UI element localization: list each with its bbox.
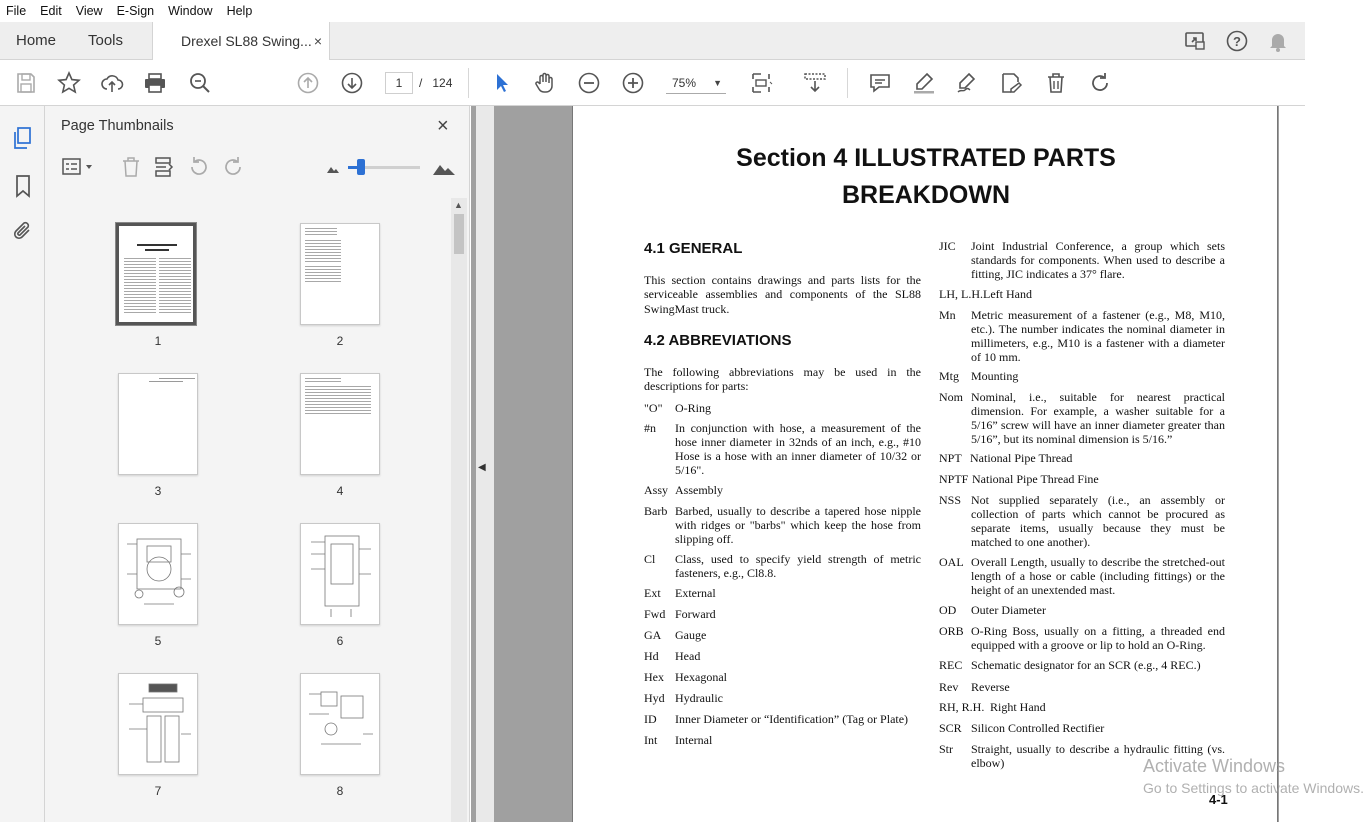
abbreviation-definition: Joint Industrial Conference, a group which sets standards for components. When used to describe a fitting, JIC indicates a 37° flare. [971, 239, 1225, 281]
edit-text-icon[interactable] [999, 71, 1023, 95]
thumbnail-label: 7 [154, 784, 162, 798]
tab-bar [0, 22, 1305, 60]
abbreviation-term: JIC [939, 239, 956, 253]
abbreviation-term: NPTF [939, 472, 969, 486]
abbreviation-term: Fwd [644, 607, 666, 621]
scroll-up-icon[interactable]: ▲ [454, 200, 463, 210]
abbreviations-intro: The following abbreviations may be used in the descriptions for parts: [644, 365, 921, 394]
abbreviation-term: Int [644, 733, 658, 747]
save-icon[interactable] [14, 71, 38, 95]
abbreviation-definition: Mounting [971, 369, 1019, 383]
menu-window[interactable]: Window [168, 4, 213, 18]
abbreviation-definition: Silicon Controlled Rectifier [971, 721, 1105, 735]
abbreviation-definition: Gauge [675, 628, 707, 642]
abbreviation-definition: Outer Diameter [971, 603, 1046, 617]
toolbar-divider [468, 68, 469, 98]
toolbar [0, 60, 1305, 106]
thumbnail-page[interactable] [118, 673, 198, 775]
thumbnail-page[interactable] [300, 673, 380, 775]
thumbnail-label: 5 [154, 634, 162, 648]
abbreviation-term: ORB [939, 624, 964, 638]
abbreviation-definition: National Pipe Thread Fine [972, 472, 1099, 486]
abbreviation-term: Hd [644, 649, 659, 663]
page-thumbnails-icon[interactable] [11, 126, 35, 150]
zoom-in-icon[interactable] [621, 71, 645, 95]
thumbnail-page[interactable] [118, 523, 198, 625]
thumbnail-label: 2 [336, 334, 344, 348]
next-page-icon[interactable] [340, 71, 364, 95]
highlight-pen-icon[interactable] [912, 71, 936, 95]
thumbnail-page[interactable] [118, 373, 198, 475]
scroll-mode-icon[interactable] [803, 71, 827, 95]
document-title-line1: Section 4 ILLUSTRATED PARTS [736, 144, 1116, 172]
bookmark-icon[interactable] [11, 174, 35, 198]
zoom-out-icon[interactable] [577, 71, 601, 95]
zoom-level-select[interactable]: 75% ▼ [666, 72, 726, 94]
abbreviations-heading: 4.2 ABBREVIATIONS [644, 332, 792, 349]
delete-trash-icon[interactable] [1044, 71, 1068, 95]
pdf-page [572, 106, 1278, 822]
menu-view[interactable]: View [75, 4, 103, 18]
attachment-paperclip-icon[interactable] [11, 219, 35, 243]
collapse-panel-icon[interactable]: ◀ [478, 462, 486, 473]
abbreviation-term: Barb [644, 504, 668, 518]
abbreviation-definition: Nominal, i.e., suitable for nearest practical dimension. For example, a washer suitable for a 5/16” screw will have an inner diameter greater than 5/16”, but its nominal dimension is 5/16.” [971, 390, 1225, 446]
abbreviation-term: Ext [644, 586, 661, 600]
toolbar-divider [847, 68, 848, 98]
abbreviation-term: OAL [939, 555, 964, 569]
thumbnail-label: 4 [336, 484, 344, 498]
abbreviation-definition: Schematic designator for an SCR (e.g., 4 REC.) [971, 658, 1201, 672]
abbreviation-definition: Barbed, usually to describe a tapered hose nipple with ridges or "barbs" which keep the hose from slipping off. [675, 504, 921, 546]
abbreviation-term: REC [939, 658, 963, 672]
draw-sign-icon[interactable] [955, 71, 979, 95]
thumbnail-page[interactable] [300, 223, 380, 325]
abbreviation-term: LH, L.H. [939, 287, 983, 301]
abbreviation-definition: Head [675, 649, 701, 663]
abbreviation-term: Nom [939, 390, 963, 404]
abbreviation-definition: Not supplied separately (i.e., an assembly or collection of parts which cannot be procured as separate items, usually because they must be matched to one another). [971, 493, 1225, 549]
abbreviation-definition: Hydraulic [675, 691, 723, 705]
menu-file[interactable]: File [6, 4, 27, 18]
menu-esign[interactable]: E-Sign [116, 4, 155, 18]
thumbnail-page[interactable] [116, 223, 196, 325]
abbreviation-term: "O" [644, 401, 663, 415]
abbreviation-definition: Metric measurement of a fastener (e.g., M8, M10, etc.). The number indicates the nominal diameter in millimeters, e.g., M10 is a fastener with a diameter of 10 mm. [971, 308, 1225, 364]
abbreviation-term: Rev [939, 680, 959, 694]
chevron-down-icon: ▼ [713, 78, 722, 88]
thumbnail-label: 6 [336, 634, 344, 648]
menu-edit[interactable]: Edit [40, 4, 62, 18]
thumbnail-label: 3 [154, 484, 162, 498]
thumbnail-label: 8 [336, 784, 344, 798]
upload-cloud-icon[interactable] [100, 71, 124, 95]
thumbnail-options-menu-icon[interactable] [61, 156, 95, 178]
menu-bar [0, 0, 1305, 22]
page-total: / 124 [419, 76, 453, 90]
zoom-search-icon[interactable] [188, 71, 212, 95]
abbreviation-term: GA [644, 628, 662, 642]
tab-home[interactable]: Home [16, 32, 57, 49]
thumbnails-scrollbar[interactable] [451, 198, 467, 822]
abbreviation-definition: National Pipe Thread [970, 451, 1073, 465]
abbreviation-definition: Assembly [675, 483, 723, 497]
comment-icon[interactable] [868, 71, 892, 95]
activate-windows-subtext: Go to Settings to activate Windows. [1143, 780, 1364, 796]
hand-tool-icon[interactable] [533, 71, 557, 95]
general-heading: 4.1 GENERAL [644, 240, 743, 257]
rotate-counterclockwise-icon[interactable] [188, 156, 210, 178]
activate-windows-watermark: Activate Windows [1143, 756, 1286, 776]
abbreviation-term: Hyd [644, 691, 665, 705]
notification-bell-icon[interactable] [1266, 29, 1290, 53]
select-cursor-icon[interactable] [490, 71, 514, 95]
abbreviation-definition: Forward [675, 607, 716, 621]
insert-page-icon[interactable] [153, 156, 175, 178]
thumbnail-label: 1 [154, 334, 162, 348]
help-icon[interactable] [1225, 29, 1249, 53]
previous-page-icon[interactable] [296, 71, 320, 95]
tab-document[interactable] [152, 22, 330, 61]
abbreviation-term: Assy [644, 483, 669, 497]
abbreviation-definition: In conjunction with hose, a measurement of the hose inner diameter in 32nds of an inch, e.g., #10 Hose is a hose with an inner diameter of 10/32 or 5/16". [675, 421, 921, 477]
tab-tools[interactable]: Tools [88, 32, 124, 49]
page-footer-number: 4-1 [1209, 792, 1228, 807]
print-icon[interactable] [143, 71, 167, 95]
abbreviation-term: OD [939, 603, 957, 617]
thumbnail-small-mountain-icon [322, 156, 344, 178]
abbreviation-definition: Class, used to specify yield strength of metric fasteners, e.g., Cl8.8. [675, 552, 921, 580]
abbreviation-term: NSS [939, 493, 962, 507]
abbreviation-definition: Straight, usually to describe a hydraulic fitting (vs. elbow) [971, 742, 1225, 770]
delete-page-icon[interactable] [120, 156, 142, 178]
abbreviation-definition: O-Ring [675, 401, 711, 415]
abbreviation-term: NPT [939, 451, 962, 465]
general-paragraph: This section contains drawings and parts lists for the serviceable assemblies and components of the SL88 SwingMast truck. [644, 273, 921, 316]
star-bookmark-icon[interactable] [57, 71, 81, 95]
thumbnail-page[interactable] [300, 523, 380, 625]
tab-document-label: Drexel SL88 Swing... [181, 33, 312, 49]
abbreviation-term: SCR [939, 721, 962, 735]
abbreviation-definition: External [675, 586, 716, 600]
abbreviation-definition: O-Ring Boss, usually on a fitting, a threaded end equipped with a groove or lip to hold an O-Ring. [971, 624, 1225, 652]
thumbnail-page[interactable] [300, 373, 380, 475]
scrollbar-thumb[interactable] [454, 214, 464, 254]
panel-close-icon[interactable]: × [437, 115, 449, 137]
left-tool-rail [0, 106, 45, 822]
abbreviation-term: Hex [644, 670, 664, 684]
abbreviation-term: Mn [939, 308, 956, 322]
abbreviation-term: Str [939, 742, 954, 756]
tab-close-icon[interactable]: × [313, 33, 322, 49]
abbreviation-term: ID [644, 712, 657, 726]
share-screen-icon[interactable] [1183, 29, 1207, 53]
abbreviation-term: #n [644, 421, 656, 435]
abbreviation-definition: Internal [675, 733, 713, 747]
thumbnails-panel [45, 106, 470, 822]
page-number-input[interactable]: 1 [385, 72, 413, 94]
page-fit-icon[interactable] [749, 71, 773, 95]
abbreviation-definition: Inner Diameter or “Identification” (Tag or Plate) [675, 712, 909, 726]
menu-help[interactable]: Help [226, 4, 253, 18]
abbreviation-term: RH, R.H. [939, 700, 985, 714]
svg-text:?: ? [1233, 34, 1241, 49]
abbreviation-definition: Left Hand [983, 287, 1032, 301]
rotate-clockwise-icon[interactable] [222, 156, 244, 178]
document-title-line2: BREAKDOWN [841, 181, 1011, 209]
abbreviation-definition: Right Hand [990, 700, 1046, 714]
abbreviation-definition: Reverse [971, 680, 1010, 694]
document-right-margin [1279, 106, 1305, 822]
abbreviation-term: Cl [644, 552, 656, 566]
thumbnail-size-slider-knob[interactable] [357, 159, 365, 175]
rotate-icon[interactable] [1088, 71, 1112, 95]
panel-title: Page Thumbnails [61, 118, 174, 134]
abbreviation-definition: Hexagonal [675, 670, 727, 684]
abbreviation-definition: Overall Length, usually to describe the stretched-out length of a hose or cable (including fittings) or the height of an unextended mast. [971, 555, 1225, 597]
abbreviation-term: Mtg [939, 369, 960, 383]
thumbnail-large-mountain-icon [432, 156, 458, 178]
